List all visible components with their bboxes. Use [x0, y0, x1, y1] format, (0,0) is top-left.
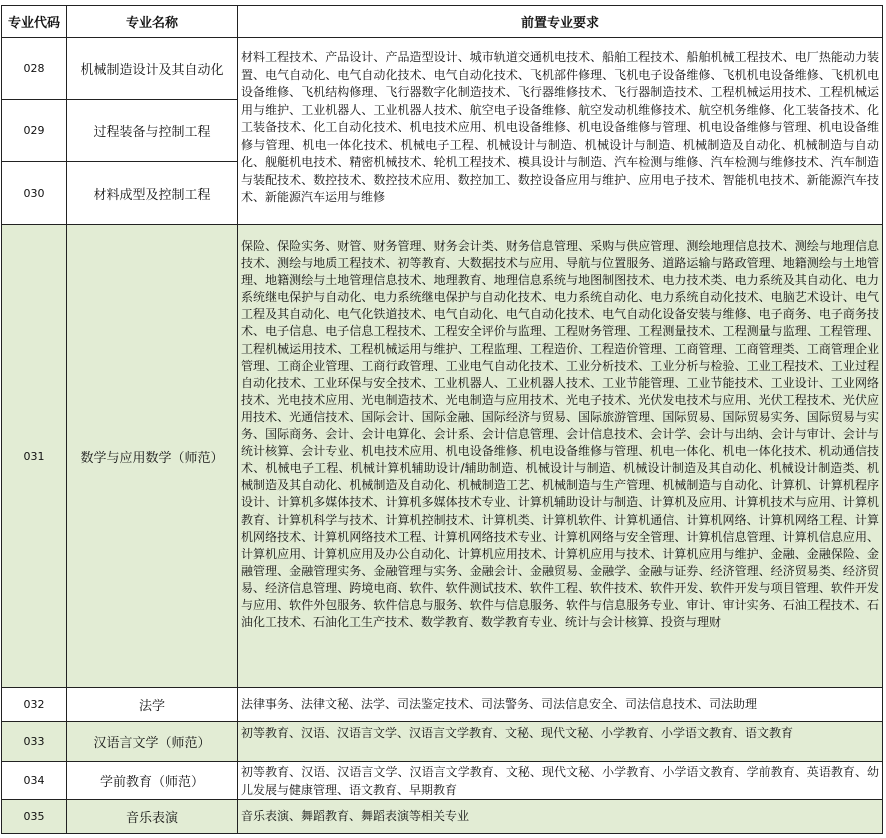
- code-cell-033: 033: [1, 722, 67, 762]
- code-cell-029: 029: [1, 100, 67, 162]
- name-cell-031: 数学与应用数学（师范）: [67, 225, 238, 688]
- name-cell-030: 材料成型及控制工程: [67, 162, 238, 225]
- name-cell-033: 汉语言文学（师范）: [67, 722, 238, 762]
- requirement-cell-033: 初等教育、汉语、汉语言文学、汉语言文学教育、文秘、现代文秘、小学教育、小学语文教育、语文教育: [238, 722, 883, 762]
- name-cell-035: 音乐表演: [67, 800, 238, 834]
- code-cell-035: 035: [1, 800, 67, 834]
- header-requirement: 前置专业要求: [238, 5, 883, 38]
- code-cell-028: 028: [1, 38, 67, 100]
- name-cell-029: 过程装备与控制工程: [67, 100, 238, 162]
- name-cell-032: 法学: [67, 688, 238, 722]
- header-name: 专业名称: [67, 5, 238, 38]
- header-code: 专业代码: [1, 5, 67, 38]
- name-cell-028: 机械制造设计及其自动化: [67, 38, 238, 100]
- requirement-cell-034: 初等教育、汉语、汉语言文学、汉语言文学教育、文秘、现代文秘、小学教育、小学语文教育、学前教育、英语教育、幼儿发展与健康管理、语文教育、早期教育: [238, 762, 883, 800]
- requirement-cell-028-030: 材料工程技术、产品设计、产品造型设计、城市轨道交通机电技术、船舶工程技术、船舶机械工程技术、电厂热能动力装置、电气自动化、电气自动化技术、电气自动化技术、飞机部件修理、飞机电子设备维修、飞机机电设备维修、飞机机电设备维修、飞机结构修理、飞行器数字化制造技术、飞行器维修技术、飞行器制造技术、工程机械运用技术、工程机械运用与维护、工业机器人、工业机器人技术、航空电子设备维修、航空发动机维修技术、航空机务维修、化工装备技术、化工装备技术、化工自动化技术、机电技术应用、机电设备维修、机电设备维修与管理、机电设备维修与管理、机电设备维修与管理、机电一体化技术、机械电子工程、机械设计与制造、机械设计与制造、机械制造及自动化、机械制造与自动化、舰艇机电技术、精密机械技术、轮机工程技术、模具设计与制造、汽车检测与维修、汽车检测与维修技术、汽车制造与装配技术、数控技术、数控技术应用、数控加工、数控设备应用与维护、应用电子技术、智能机电技术、新能源汽车技术、新能源汽车运用与维修: [238, 38, 883, 225]
- code-cell-032: 032: [1, 688, 67, 722]
- requirement-cell-035: 音乐表演、舞蹈教育、舞蹈表演等相关专业: [238, 800, 883, 834]
- name-cell-034: 学前教育（师范）: [67, 762, 238, 800]
- code-cell-030: 030: [1, 162, 67, 225]
- code-cell-031: 031: [1, 225, 67, 688]
- requirement-cell-032: 法律事务、法律文秘、法学、司法鉴定技术、司法警务、司法信息安全、司法信息技术、司法助理: [238, 688, 883, 722]
- code-cell-034: 034: [1, 762, 67, 800]
- requirement-cell-031: 保险、保险实务、财管、财务管理、财务会计类、财务信息管理、采购与供应管理、测绘地理信息技术、测绘与地理信息技术、测绘与地质工程技术、初等教育、大数据技术与应用、导航与位置服务、道路运输与路政管理、地籍测绘与土地管理、地籍测绘与土地管理信息技术、地理教育、地理信息系统与地图制图技术、电力技术类、电力系统及其自动化、电力系统继电保护与自动化、电力系统继电保护与自动化技术、电力系统自动化、电力系统自动化技术、电脑艺术设计、电气工程及其自动化、电气化铁道技术、电气自动化、电气自动化技术、电气自动化设备安装与维修、电子商务、电子商务技术、电子信息、电子信息工程技术、工程安全评价与监理、工程财务管理、工程测量技术、工程测量与监理、工程管理、工程机械运用技术、工程机械运用与维护、工程监理、工程造价、工程造价管理、工商管理、工商管理类、工商管理企业管理、工商企业管理、工商行政管理、工业电气自动化技术、工业分析技术、工业分析与检验、工业工程技术、工业过程自动化技术、工业环保与安全技术、工业机器人、工业机器人技术、工业节能管理、工业节能技术、工业设计、工业网络技术、光电技术应用、光电制造技术、光电制造与应用技术、光电子技术、光伏发电技术与应用、光伏工程技术、光伏应用技术、光通信技术、国际会计、国际金融、国际经济与贸易、国际旅游管理、国际贸易、国际贸易实务、国际贸易与实务、国际商务、会计、会计电算化、会计系、会计信息管理、会计信息技术、会计学、会计与出纳、会计与审计、会计与统计核算、会计专业、机电技术应用、机电设备维修、机电设备维修与管理、机电一体化、机电一体化技术、机动通信技术、机械电子工程、机械计算机辅助设计/辅助制造、机械设计与制造、机械设计制造及其自动化、机械设计制造类、机械制造及其自动化、机械制造及自动化、机械制造工艺、机械制造与生产管理、机械制造与自动化、计算机、计算机程序设计、计算机多媒体技术、计算机多媒体技术专业、计算机辅助设计与制造、计算机及应用、计算机技术与应用、计算机教育、计算机科学与技术、计算机控制技术、计算机类、计算机软件、计算机通信、计算机网络、计算机网络工程、计算机网络技术、计算机网络技术工程、计算机网络技术专业、计算机网络与安全管理、计算机信息管理、计算机信息应用、计算机应用、计算机应用及办公自动化、计算机应用技术、计算机应用与技术、计算机应用与维护、金融、金融保险、金融管理、金融管理实务、金融管理与实务、金融会计、金融贸易、金融学、金融与证券、经济管理、经济贸易类、经济贸易、经济信息管理、跨境电商、软件、软件测试技术、软件工程、软件技术、软件开发、软件开发与项目管理、软件开发与应用、软件外包服务、软件信息与服务、软件与信息服务、软件与信息服务专业、审计、审计实务、石油工程技术、石油化工技术、石油化工生产技术、数学教育、数学教育专业、统计与会计核算、投资与理财: [238, 225, 883, 688]
